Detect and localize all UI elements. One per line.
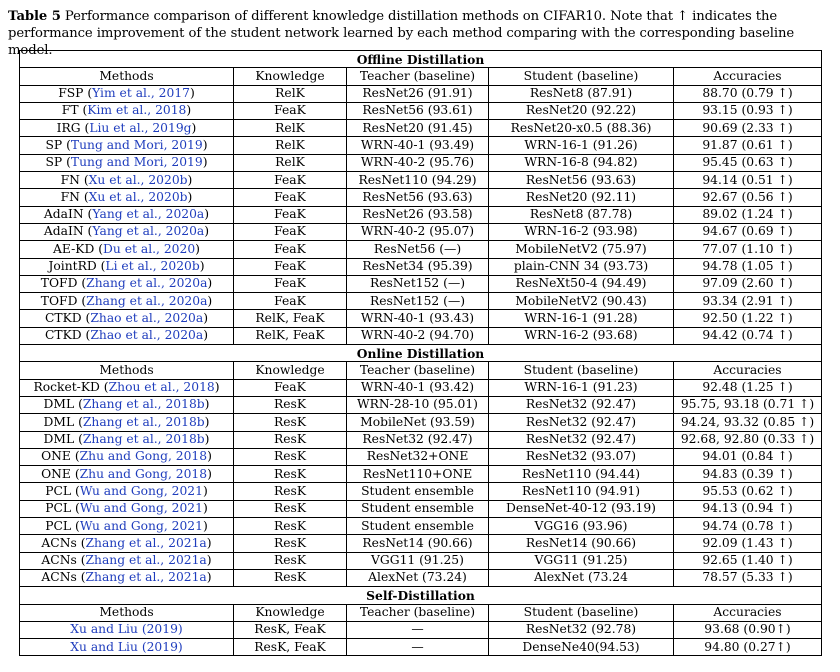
method-citation: Yang et al., 2020a <box>92 224 205 239</box>
column-header: Methods <box>20 68 234 85</box>
method-cell: TOFD (Zhang et al., 2020a) <box>20 275 234 292</box>
method-citation: Zhang et al., 2021a <box>85 535 207 550</box>
method-name: PCL <box>45 483 75 498</box>
method-citation: Zhang et al., 2018b <box>82 397 205 412</box>
knowledge-cell: ResK, FeaK <box>234 639 347 656</box>
method-name: Rocket-KD <box>33 380 104 395</box>
knowledge-cell: FeaK <box>234 241 347 258</box>
method-citation: Yang et al., 2020a <box>92 207 205 222</box>
teacher-cell: ResNet32 (92.47) <box>347 431 489 448</box>
method-cell: TOFD (Zhang et al., 2020a) <box>20 293 234 310</box>
method-citation: Zhang et al., 2020a <box>86 293 208 308</box>
knowledge-cell: ResK <box>234 500 347 517</box>
method-cell: SP (Tung and Mori, 2019) <box>20 154 234 171</box>
table-row <box>20 414 822 431</box>
student-cell: WRN-16-2 (93.98) <box>489 223 674 240</box>
method-name: DML <box>43 397 79 412</box>
table-row <box>20 535 822 552</box>
student-cell: ResNet32 (92.47) <box>489 396 674 413</box>
teacher-cell: — <box>347 621 489 638</box>
knowledge-cell: ResK <box>234 396 347 413</box>
knowledge-cell: ResK <box>234 518 347 535</box>
student-cell: ResNet32 (92.47) <box>489 414 674 431</box>
method-cell: AdaIN (Yang et al., 2020a) <box>20 206 234 223</box>
teacher-cell: ResNet32+ONE <box>347 448 489 465</box>
knowledge-cell: ResK <box>234 448 347 465</box>
table-row <box>20 189 822 206</box>
accuracy-cell: 94.67 (0.69 ↑) <box>674 223 822 240</box>
method-citation: Tung and Mori, 2019 <box>70 137 203 152</box>
student-cell: VGG16 (93.96) <box>489 518 674 535</box>
teacher-cell: ResNet110+ONE <box>347 466 489 483</box>
method-name: AE-KD <box>53 241 99 256</box>
student-cell: ResNet14 (90.66) <box>489 535 674 552</box>
student-cell: ResNet8 (87.91) <box>489 85 674 102</box>
knowledge-cell: RelK <box>234 120 347 137</box>
method-cell: FT (Kim et al., 2018) <box>20 102 234 119</box>
column-header-row <box>20 604 822 621</box>
method-name: ACNs <box>41 570 81 585</box>
knowledge-cell: FeaK <box>234 379 347 396</box>
student-cell: ResNet32 (93.07) <box>489 448 674 465</box>
method-cell <box>20 621 234 638</box>
student-cell: WRN-16-2 (93.68) <box>489 327 674 344</box>
section-title: Self-Distillation <box>20 587 822 604</box>
accuracy-cell: 94.83 (0.39 ↑) <box>674 466 822 483</box>
student-cell: ResNet110 (94.91) <box>489 483 674 500</box>
table-row <box>20 120 822 137</box>
method-citation: Kim et al., 2018 <box>87 103 187 118</box>
method-citation: Xu et al., 2020b <box>88 189 188 204</box>
teacher-cell: WRN-40-2 (95.07) <box>347 223 489 240</box>
method-name: PCL <box>45 518 75 533</box>
teacher-cell: ResNet152 (—) <box>347 275 489 292</box>
table-row <box>20 258 822 275</box>
column-header: Teacher (baseline) <box>347 362 489 379</box>
method-cell: FN (Xu et al., 2020b) <box>20 172 234 189</box>
student-cell: WRN-16-8 (94.82) <box>489 154 674 171</box>
table-row <box>20 223 822 240</box>
method-cell: ACNs (Zhang et al., 2021a) <box>20 552 234 569</box>
accuracy-cell: 94.74 (0.78 ↑) <box>674 518 822 535</box>
student-cell: AlexNet (73.24 <box>489 569 674 586</box>
method-citation: Xu and Liu <box>70 622 138 637</box>
method-cell: DML (Zhang et al., 2018b) <box>20 414 234 431</box>
table-row <box>20 621 822 638</box>
accuracy-cell: 94.01 (0.84 ↑) <box>674 448 822 465</box>
accuracy-cell: 92.67 (0.56 ↑) <box>674 189 822 206</box>
knowledge-cell: RelK, FeaK <box>234 310 347 327</box>
method-cell: FSP (Yim et al., 2017) <box>20 85 234 102</box>
method-citation: Zhang et al., 2021a <box>85 570 207 585</box>
method-name: ONE <box>41 449 75 464</box>
caption-label: Table 5 <box>8 9 61 24</box>
section-header-row <box>20 51 822 68</box>
table-row <box>20 500 822 517</box>
method-citation: Xu and Liu <box>70 639 138 654</box>
method-cell: ACNs (Zhang et al., 2021a) <box>20 569 234 586</box>
comparison-table <box>19 50 822 656</box>
method-cell: JointRD (Li et al., 2020b) <box>20 258 234 275</box>
method-cell: PCL (Wu and Gong, 2021) <box>20 500 234 517</box>
method-name: ACNs <box>41 535 81 550</box>
method-citation: Zhang et al., 2018b <box>82 414 205 429</box>
method-citation: Li et al., 2020b <box>105 259 200 274</box>
caption-text: Performance comparison of different knowledge distillation methods on CIFAR10. Note that ↑ indicates the performance improvement of the student network learned by each method comparing with the corresponding baseline model. <box>8 9 795 58</box>
method-citation: Zhu and Gong, 2018 <box>79 466 208 481</box>
method-cell: AdaIN (Yang et al., 2020a) <box>20 223 234 240</box>
method-citation: Du et al., 2020 <box>103 241 196 256</box>
knowledge-cell: ResK <box>234 569 347 586</box>
student-cell: ResNet20-x0.5 (88.36) <box>489 120 674 137</box>
method-name: AdaIN <box>43 207 88 222</box>
knowledge-cell: FeaK <box>234 293 347 310</box>
column-header-row <box>20 68 822 85</box>
student-cell: ResNet20 (92.11) <box>489 189 674 206</box>
table-row <box>20 379 822 396</box>
table-row <box>20 310 822 327</box>
column-header: Student (baseline) <box>489 362 674 379</box>
method-cell: DML (Zhang et al., 2018b) <box>20 431 234 448</box>
knowledge-cell: ResK <box>234 431 347 448</box>
knowledge-cell: RelK <box>234 154 347 171</box>
method-cell: CTKD (Zhao et al., 2020a) <box>20 327 234 344</box>
column-header: Student (baseline) <box>489 604 674 621</box>
method-citation: Wu and Gong, 2021 <box>79 483 203 498</box>
method-citation: Zhao et al., 2020a <box>90 328 204 343</box>
student-cell: DenseNet-40-12 (93.19) <box>489 500 674 517</box>
method-citation: Zhu and Gong, 2018 <box>79 449 208 464</box>
accuracy-cell: 92.68, 92.80 (0.33 ↑) <box>674 431 822 448</box>
method-cell: DML (Zhang et al., 2018b) <box>20 396 234 413</box>
knowledge-cell: RelK, FeaK <box>234 327 347 344</box>
teacher-cell: ResNet14 (90.66) <box>347 535 489 552</box>
column-header: Accuracies <box>674 362 822 379</box>
teacher-cell: Student ensemble <box>347 500 489 517</box>
teacher-cell: ResNet56 (93.63) <box>347 189 489 206</box>
method-name: CTKD <box>44 328 86 343</box>
accuracy-cell: 77.07 (1.10 ↑) <box>674 241 822 258</box>
method-citation: Zhang et al., 2020a <box>86 276 208 291</box>
method-cell: PCL (Wu and Gong, 2021) <box>20 483 234 500</box>
student-cell: ResNet20 (92.22) <box>489 102 674 119</box>
teacher-cell: ResNet20 (91.45) <box>347 120 489 137</box>
teacher-cell: WRN-40-1 (93.49) <box>347 137 489 154</box>
table-row <box>20 552 822 569</box>
table-row <box>20 396 822 413</box>
table-row <box>20 241 822 258</box>
method-name: TOFD <box>40 276 82 291</box>
teacher-cell: ResNet152 (—) <box>347 293 489 310</box>
teacher-cell: Student ensemble <box>347 483 489 500</box>
accuracy-cell: 78.57 (5.33 ↑) <box>674 569 822 586</box>
accuracy-cell: 93.15 (0.93 ↑) <box>674 102 822 119</box>
method-cell: CTKD (Zhao et al., 2020a) <box>20 310 234 327</box>
section-header-row <box>20 587 822 604</box>
accuracy-cell: 91.87 (0.61 ↑) <box>674 137 822 154</box>
table-row <box>20 137 822 154</box>
knowledge-cell: ResK <box>234 466 347 483</box>
teacher-cell: VGG11 (91.25) <box>347 552 489 569</box>
teacher-cell: WRN-40-1 (93.43) <box>347 310 489 327</box>
method-cell: Rocket-KD (Zhou et al., 2018) <box>20 379 234 396</box>
teacher-cell: WRN-40-2 (94.70) <box>347 327 489 344</box>
student-cell: plain-CNN 34 (93.73) <box>489 258 674 275</box>
teacher-cell: Student ensemble <box>347 518 489 535</box>
section-title: Online Distillation <box>20 345 822 362</box>
table-row <box>20 448 822 465</box>
method-name: PCL <box>45 501 75 516</box>
student-cell: MobileNetV2 (75.97) <box>489 241 674 258</box>
method-name: FN <box>60 172 84 187</box>
method-name: FSP <box>58 86 88 101</box>
student-cell: WRN-16-1 (91.26) <box>489 137 674 154</box>
knowledge-cell: ResK <box>234 552 347 569</box>
table-row <box>20 466 822 483</box>
accuracy-cell: 88.70 (0.79 ↑) <box>674 85 822 102</box>
teacher-cell: ResNet26 (93.58) <box>347 206 489 223</box>
accuracy-cell: 92.65 (1.40 ↑) <box>674 552 822 569</box>
table-row <box>20 327 822 344</box>
method-citation: Zhang et al., 2021a <box>85 553 207 568</box>
teacher-cell: ResNet34 (95.39) <box>347 258 489 275</box>
knowledge-cell: FeaK <box>234 172 347 189</box>
method-cell: SP (Tung and Mori, 2019) <box>20 137 234 154</box>
accuracy-cell: 94.24, 93.32 (0.85 ↑) <box>674 414 822 431</box>
method-name: SP <box>45 137 67 152</box>
teacher-cell: ResNet56 (93.61) <box>347 102 489 119</box>
teacher-cell: ResNet26 (91.91) <box>347 85 489 102</box>
table-row <box>20 275 822 292</box>
knowledge-cell: FeaK <box>234 275 347 292</box>
method-name: FT <box>61 103 83 118</box>
column-header: Knowledge <box>234 68 347 85</box>
method-cell: ONE (Zhu and Gong, 2018) <box>20 448 234 465</box>
column-header: Accuracies <box>674 604 822 621</box>
accuracy-cell: 94.13 (0.94 ↑) <box>674 500 822 517</box>
teacher-cell: WRN-28-10 (95.01) <box>347 396 489 413</box>
knowledge-cell: FeaK <box>234 102 347 119</box>
accuracy-cell: 93.68 (0.90↑) <box>674 621 822 638</box>
accuracy-cell: 93.34 (2.91 ↑) <box>674 293 822 310</box>
method-citation: Tung and Mori, 2019 <box>70 155 203 170</box>
student-cell: ResNet8 (87.78) <box>489 206 674 223</box>
teacher-cell: ResNet56 (—) <box>347 241 489 258</box>
method-citation: Zhang et al., 2018b <box>82 432 205 447</box>
column-header-row <box>20 362 822 379</box>
column-header: Knowledge <box>234 604 347 621</box>
table-row <box>20 85 822 102</box>
teacher-cell: ResNet110 (94.29) <box>347 172 489 189</box>
student-cell: WRN-16-1 (91.28) <box>489 310 674 327</box>
table-row <box>20 483 822 500</box>
table-row <box>20 154 822 171</box>
method-name: CTKD <box>44 310 86 325</box>
student-cell: ResNet32 (92.47) <box>489 431 674 448</box>
knowledge-cell: FeaK <box>234 206 347 223</box>
knowledge-cell: RelK <box>234 137 347 154</box>
method-cell: PCL (Wu and Gong, 2021) <box>20 518 234 535</box>
table-row <box>20 569 822 586</box>
column-header: Student (baseline) <box>489 68 674 85</box>
column-header: Methods <box>20 362 234 379</box>
accuracy-cell: 90.69 (2.33 ↑) <box>674 120 822 137</box>
knowledge-cell: FeaK <box>234 223 347 240</box>
column-header: Methods <box>20 604 234 621</box>
table-row <box>20 431 822 448</box>
method-cell <box>20 639 234 656</box>
table-row <box>20 639 822 656</box>
method-citation: Yim et al., 2017 <box>92 86 190 101</box>
knowledge-cell: RelK <box>234 85 347 102</box>
accuracy-cell: 92.48 (1.25 ↑) <box>674 379 822 396</box>
student-cell: ResNet56 (93.63) <box>489 172 674 189</box>
column-header: Teacher (baseline) <box>347 68 489 85</box>
knowledge-cell: FeaK <box>234 258 347 275</box>
method-cell: ACNs (Zhang et al., 2021a) <box>20 535 234 552</box>
accuracy-cell: 95.45 (0.63 ↑) <box>674 154 822 171</box>
accuracy-cell: 94.80 (0.27↑) <box>674 639 822 656</box>
method-citation: Wu and Gong, 2021 <box>79 501 203 516</box>
method-cell: IRG (Liu et al., 2019g) <box>20 120 234 137</box>
knowledge-cell: FeaK <box>234 189 347 206</box>
accuracy-cell: 92.50 (1.22 ↑) <box>674 310 822 327</box>
method-citation: Wu and Gong, 2021 <box>79 518 203 533</box>
teacher-cell: — <box>347 639 489 656</box>
method-cell: ONE (Zhu and Gong, 2018) <box>20 466 234 483</box>
knowledge-cell: ResK <box>234 535 347 552</box>
accuracy-cell: 92.09 (1.43 ↑) <box>674 535 822 552</box>
table-row <box>20 293 822 310</box>
method-name: IRG <box>56 120 85 135</box>
accuracy-cell: 94.78 (1.05 ↑) <box>674 258 822 275</box>
method-citation: Zhou et al., 2018 <box>108 380 215 395</box>
method-name: ACNs <box>41 553 81 568</box>
accuracy-cell: 97.09 (2.60 ↑) <box>674 275 822 292</box>
method-name: JointRD <box>48 259 101 274</box>
method-citation-year: (2019) <box>137 639 183 654</box>
student-cell: WRN-16-1 (91.23) <box>489 379 674 396</box>
student-cell: VGG11 (91.25) <box>489 552 674 569</box>
method-name: DML <box>43 414 79 429</box>
accuracy-cell: 94.42 (0.74 ↑) <box>674 327 822 344</box>
method-citation: Xu et al., 2020b <box>88 172 188 187</box>
method-citation-year: (2019) <box>137 622 183 637</box>
section-header-row <box>20 345 822 362</box>
knowledge-cell: ResK, FeaK <box>234 621 347 638</box>
student-cell: MobileNetV2 (90.43) <box>489 293 674 310</box>
method-name: DML <box>43 432 79 447</box>
column-header: Knowledge <box>234 362 347 379</box>
method-name: ONE <box>41 466 75 481</box>
table-row <box>20 102 822 119</box>
accuracy-cell: 89.02 (1.24 ↑) <box>674 206 822 223</box>
method-name: TOFD <box>40 293 82 308</box>
method-name: AdaIN <box>43 224 88 239</box>
method-cell: AE-KD (Du et al., 2020) <box>20 241 234 258</box>
table-row <box>20 518 822 535</box>
method-name: SP <box>45 155 67 170</box>
teacher-cell: WRN-40-1 (93.42) <box>347 379 489 396</box>
teacher-cell: AlexNet (73.24) <box>347 569 489 586</box>
table-row <box>20 206 822 223</box>
accuracy-cell: 95.75, 93.18 (0.71 ↑) <box>674 396 822 413</box>
method-citation: Zhao et al., 2020a <box>90 310 204 325</box>
knowledge-cell: ResK <box>234 483 347 500</box>
method-cell: FN (Xu et al., 2020b) <box>20 189 234 206</box>
accuracy-cell: 94.14 (0.51 ↑) <box>674 172 822 189</box>
section-title: Offline Distillation <box>20 51 822 68</box>
knowledge-cell: ResK <box>234 414 347 431</box>
column-header: Accuracies <box>674 68 822 85</box>
student-cell: ResNet32 (92.78) <box>489 621 674 638</box>
table-row <box>20 172 822 189</box>
student-cell: DenseNe40(94.53) <box>489 639 674 656</box>
method-name: FN <box>60 189 84 204</box>
student-cell: ResNeXt50-4 (94.49) <box>489 275 674 292</box>
column-header: Teacher (baseline) <box>347 604 489 621</box>
student-cell: ResNet110 (94.44) <box>489 466 674 483</box>
teacher-cell: MobileNet (93.59) <box>347 414 489 431</box>
teacher-cell: WRN-40-2 (95.76) <box>347 154 489 171</box>
accuracy-cell: 95.53 (0.62 ↑) <box>674 483 822 500</box>
method-citation: Liu et al., 2019g <box>89 120 192 135</box>
